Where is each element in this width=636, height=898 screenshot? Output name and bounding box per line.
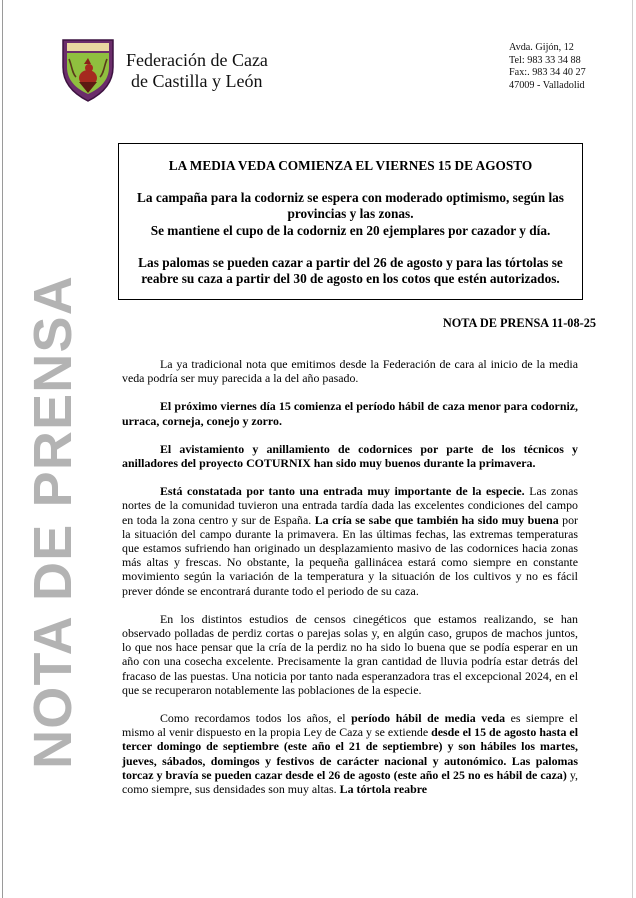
paragraph-4	[122, 484, 578, 598]
headline-subtitle-2: Se mantiene el cupo de la codorniz en 20 ejemplares por cazador y día.	[150, 222, 551, 238]
paragraph-6-text-e: y, como siempre, sus densidades son muy altas.	[122, 767, 578, 797]
watermark-text: NOTA DE PRENSA	[23, 275, 83, 769]
headline-title: LA MEDIA VEDA COMIENZA EL VIERNES 15 DE AGOSTO	[168, 158, 533, 173]
organization-name	[126, 50, 268, 92]
paragraph-4-bold-a: Está constatada por tanto una entrada muy importante de la especie.	[160, 484, 525, 499]
headline-subtitle-3: Las palomas se pueden cazar a partir del 26 de agosto y para las tórtolas se reabre su caza a partir del 30 de agosto en los cotos que estén autorizados.	[138, 254, 563, 287]
paragraph-4-text-b: Las zonas nortes de la comunidad tuvieron una entrada tardía dada las excelentes condiciones del campo en toda la zona centro y sur de España.	[122, 484, 578, 527]
article-body	[122, 357, 578, 810]
contact-block	[509, 42, 586, 92]
paragraph-6-bold-d: desde el 15 de agosto hasta el tercer domingo de septiembre (este año el 21 de septiembre) y son hábiles los martes, jueves, sábados, domingos y festivos de carácter nacional y autonómico. Las palomas torcaz y bravía se pueden cazar desde el 26 de agosto (este año el 25 no es hábil de caza)	[122, 725, 578, 782]
paragraph-4-bold-c: La cría se sabe que también ha sido muy buena	[314, 512, 559, 527]
paragraph-3-bold: El avistamiento y anillamiento de codornices por parte de los técnicos y anilladores del proyecto COTURNIX han sido muy buenos durante la primavera.	[122, 441, 578, 471]
page-edge-right	[632, 0, 633, 898]
page-edge-left	[2, 0, 3, 898]
contact-street: Avda. Gijón, 12	[509, 42, 574, 53]
federation-logo	[60, 37, 116, 103]
contact-city: 47009 - Valladolid	[509, 79, 585, 91]
paragraph-6-text-a: Como recordamos todos los años, el	[160, 711, 352, 726]
contact-tel: Tel: 983 33 34 88	[509, 54, 581, 66]
paragraph-4-text-d: por la situación del campo durante la primavera. En las últimas fechas, las extremas temperaturas que estamos sufriendo han originado un desplazamiento masivo de las codornices hacia zonas más altas y frescas. No obstante, la pequeña gallinácea estará como siempre en constante movimiento según la variación de la temperatura y la situación de los cultivos y no es fácil prever dónde se encontrará durante todo el periodo de su caza.	[122, 512, 578, 598]
org-name-line1: Federación de Caza	[126, 50, 268, 70]
paragraph-3	[122, 442, 578, 470]
paragraph-6	[122, 711, 578, 796]
org-name-line2: de Castilla y León	[131, 71, 263, 91]
paragraph-6-bold-b: período hábil de media veda	[351, 711, 506, 726]
paragraph-2	[122, 399, 578, 427]
paragraph-2-bold: El próximo viernes día 15 comienza el período hábil de caza menor para codorniz, urraca, corneja, conejo y zorro.	[122, 399, 578, 428]
vertical-watermark	[23, 275, 83, 769]
press-release-reference: NOTA DE PRENSA 11-08-25	[442, 316, 596, 330]
paragraph-5: En los distintos estudios de censos cinegéticos que estamos realizando, se han observado polladas de perdiz cortas o parejas solas y, en algún caso, grupos de machos juntos, lo que nos hace pensar que la cría de la perdiz no ha sido lo buena que se podía esperar en un año con una cosecha excelente. Precisamente la gran cantidad de lluvia podría estar detrás del fracaso de las puestas. Una noticia por tanto nada esperanzadora tras el excepcional 2024, en el que se recuperaron notablemente las poblaciones de la especie.	[122, 611, 578, 697]
headline-box	[118, 143, 583, 300]
headline-subtitle-1: La campaña para la codorniz se espera con moderado optimismo, según las provincias y las zonas.	[137, 190, 564, 222]
paragraph-1: La ya tradicional nota que emitimos desde la Federación de cara al inicio de la media veda podría ser muy parecida a la del año pasado.	[122, 357, 578, 386]
paragraph-6-bold-f: La tórtola reabre	[339, 782, 428, 797]
paragraph-6-text-c: es siempre el mismo al venir dispuesto en la propia Ley de Caza y se extiende	[122, 711, 578, 740]
contact-fax: Fax:. 983 34 40 27	[509, 67, 586, 78]
